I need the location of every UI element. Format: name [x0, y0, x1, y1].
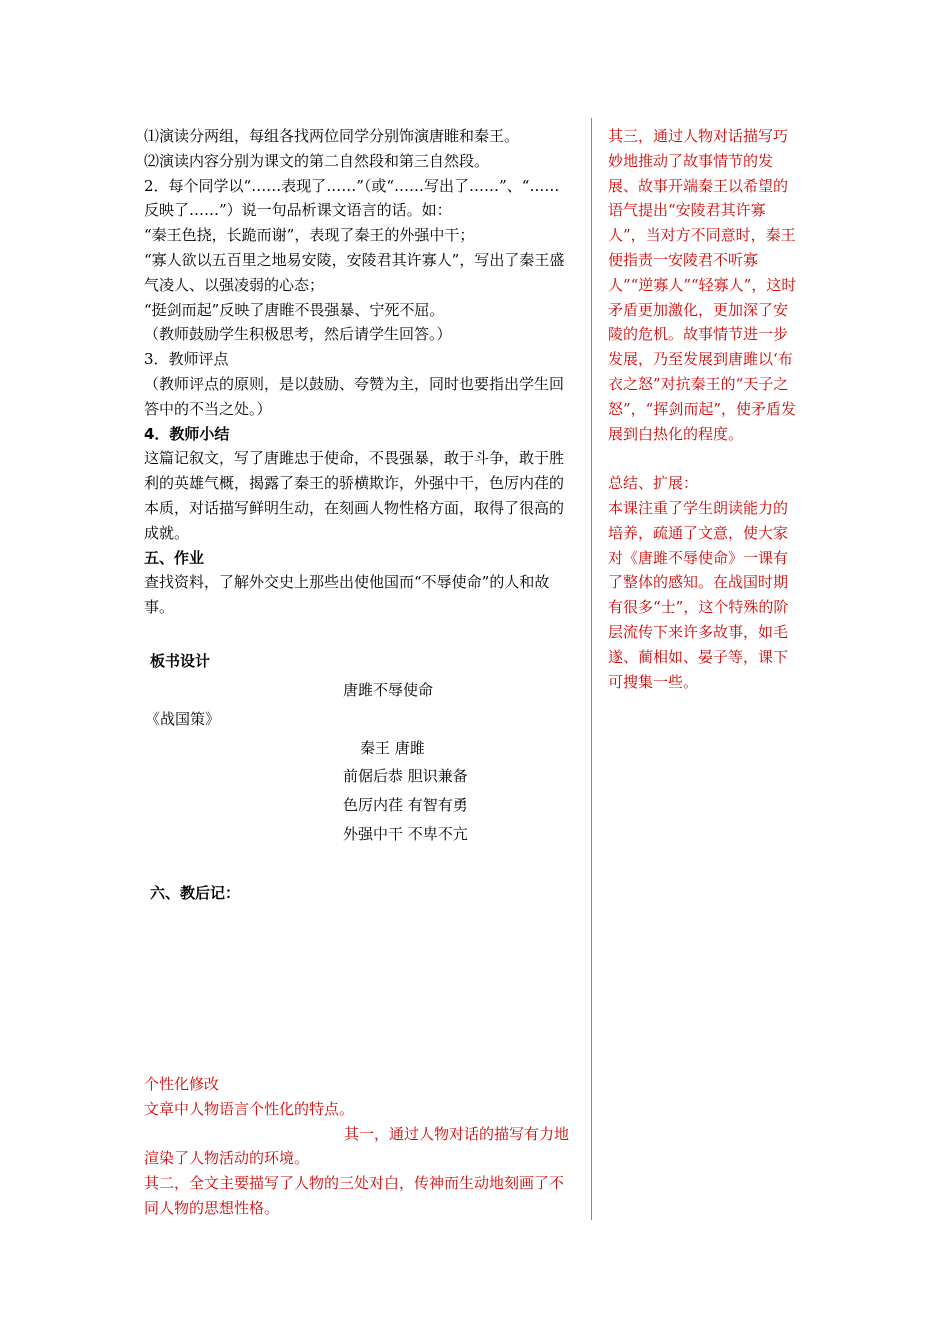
text-line: “挺剑而起”反映了唐睢不畏强暴、宁死不屈。	[144, 300, 445, 319]
homework-text: 查找资料，了解外交史上那些出使他国而“不辱使命”的人和故事。	[144, 573, 550, 617]
homework-heading: 五、作业	[144, 548, 205, 567]
summary-text: 这篇记叙文，写了唐雎忠于使命，不畏强暴，敢于斗争，敢于胜利的英雄气概，揭露了秦王的骄横欺诈，外强中干，色厉内荏的本质，对话描写鲜明生动，在刻画人物性格方面，取得了很高的成就。	[144, 449, 565, 542]
notes-title: 个性化修改	[144, 1075, 220, 1093]
main-column	[144, 124, 574, 620]
board-title: 唐雎不辱使命	[343, 681, 434, 699]
text-line: 3．教师评点	[144, 350, 229, 369]
personalized-notes	[144, 1072, 574, 1221]
board-row: 外强中干 不卑不亢	[343, 825, 468, 843]
text-line: ⑵演读内容分别为课文的第二自然段和第三自然段。	[144, 151, 490, 170]
annotation-paragraph: 其三，通过人物对话描写巧妙地推动了故事情节的发展、故事开端秦王以希望的语气提出“安陵君其许寡人”，当对方不同意时，秦王便指责一安陵君不听寡人”“逆寡人”“轻寡人”，这时矛盾更加激化，更加深了安陵的危机。故事情节进一步发展，乃至发展到唐雎以‘布衣之怒”对抗秦王的“天子之怒”，“挥剑而起”，使矛盾发展到白热化的程度。	[608, 127, 797, 443]
text-line: ⑴演读分两组，每组各找两位同学分别饰演唐睢和秦王。	[144, 127, 520, 145]
spacer	[608, 446, 798, 471]
notes-line: 其二，全文主要描写了人物的三处对白，传神而生动地刻画了不同人物的思想性格。	[144, 1174, 565, 1217]
text-line: 2．每个同学以“……表现了……”（或“……写出了……”、“……反映了……”）说一句品析课文语言的话。如：	[144, 176, 560, 220]
text-line: （教师鼓励学生积极思考，然后请学生回答。）	[144, 325, 452, 344]
text-line: “寡人欲以五百里之地易安陵，安陵君其许寡人”，写出了秦王盛气凌人、以强凌弱的心态；	[144, 250, 565, 294]
side-annotation-column	[608, 124, 798, 694]
board-source: 《战国策》	[145, 710, 221, 728]
board-row: 前倨后恭 胆识兼备	[343, 767, 468, 785]
board-characters: 秦王 唐雎	[360, 739, 425, 757]
column-divider	[591, 118, 592, 1220]
text-line: （教师评点的原则，是以鼓励、夸赞为主，同时也要指出学生回答中的不当之处。）	[144, 374, 565, 418]
board-heading: 板书设计	[150, 652, 211, 670]
notes-line: 文章中人物语言个性化的特点。	[144, 1099, 355, 1118]
text-line: “秦王色挠，长跪而谢”，表现了秦王的外强中干；	[144, 226, 475, 245]
annotation-paragraph: 本课注重了学生朗读能力的培养，疏通了文意，使大家对《唐雎不辱使命》一课有了整体的感知。在战国时期有很多“士”，这个特殊的阶层流传下来许多故事，如毛遂、蔺相如、晏子等，课下可搜集一些。	[608, 498, 789, 691]
annotation-heading: 总结、扩展：	[608, 474, 699, 493]
notes-line: 其一，通过人物对话的描写有力地渲染了人物活动的环境。	[144, 1124, 570, 1168]
board-row: 色厉内荏 有智有勇	[343, 796, 468, 814]
afterword-heading: 六、教后记：	[150, 884, 241, 902]
summary-heading: 4．教师小结	[144, 424, 230, 443]
